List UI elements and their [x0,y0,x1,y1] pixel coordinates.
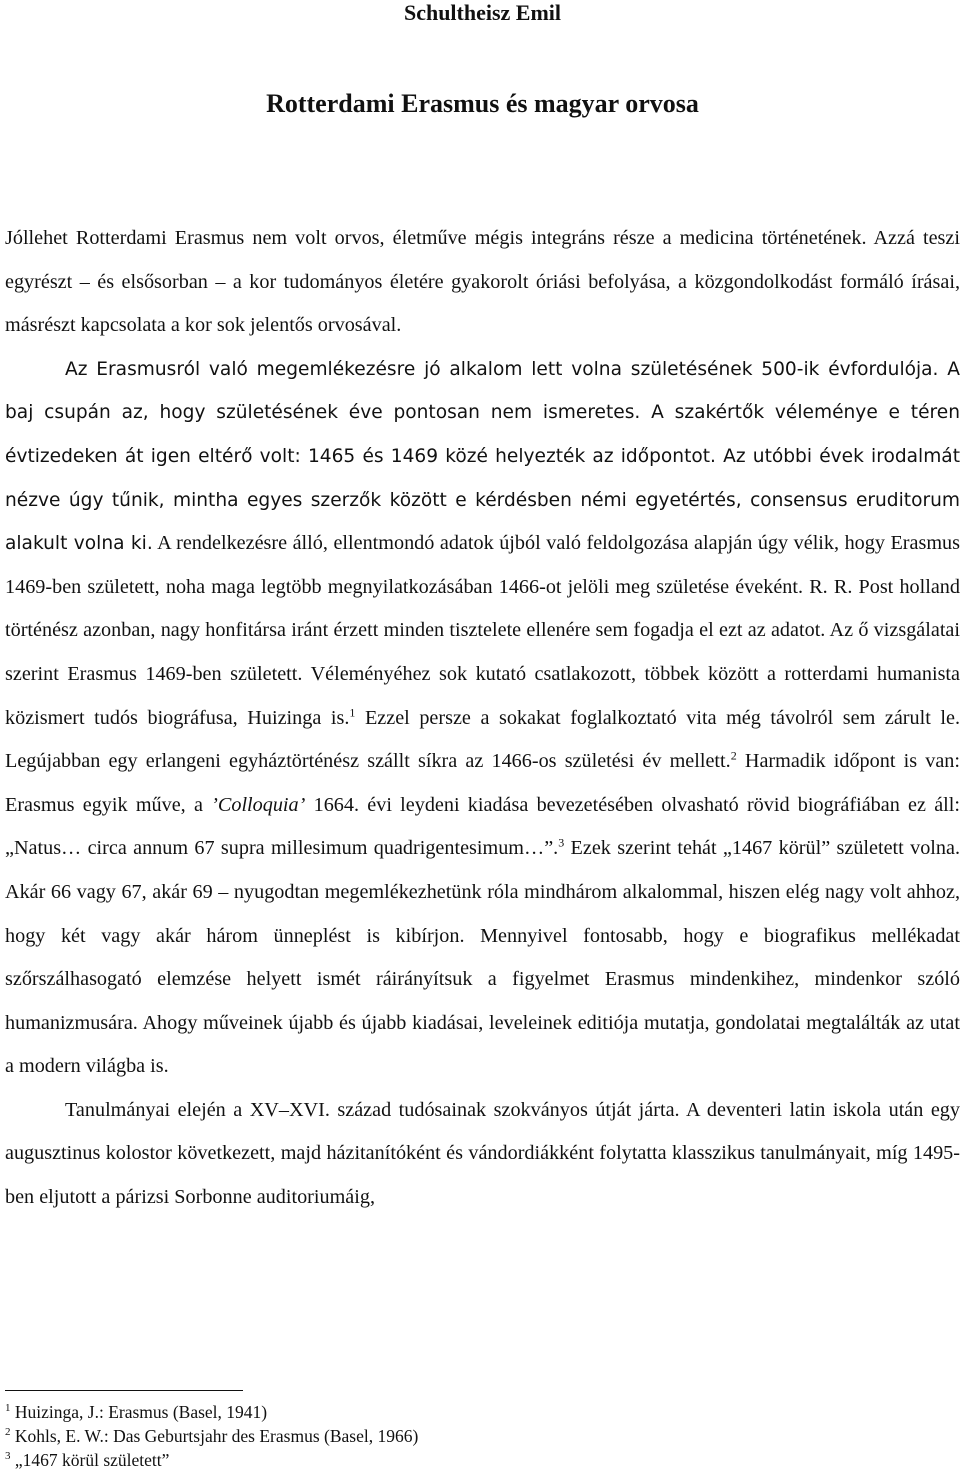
paragraph-studies: Tanulmányai elején a XV–XVI. század tudósainak szokványos útját járta. A deventeri latin iskola után egy augusztinus kolostor következett, majd házitanítóként és vándordiákként folytatta klasszikus tanulmányait, míg 1495-ben eljutott a párizsi Sorbonne auditoriumáig, [5,1098,960,1209]
paragraph-birth-year-text-c: Harmadik időpont is van: Erasmus egyik műve, a [5,750,960,816]
paragraph-birth-year-text-b: Ezzel persze a sokakat foglalkoztató vita még távolról sem zárult le. Legújabban egy erlangeni egyháztörténész szállt síkra az 1466-os születési év mellett. [5,706,960,773]
paragraph-intro: Jóllehet Rotterdami Erasmus nem volt orvos, életműve mégis integráns része a medicina történetének. Azzá teszi egyrészt – és elsősorban – a kor tudományos életére gyakorolt óriási befolyása, a közgondolkodást formáló írásai, másrészt kapcsolata a kor sok jelentős orvosával. [5,227,960,337]
colloquia-title: ’Colloquia’ [211,793,306,816]
footnote-ref-2[interactable]: 2 [730,748,737,763]
footnote-mark: 3 [5,1450,11,1463]
footnote-text: Huizinga, J.: Erasmus (Basel, 1941) [10,1402,268,1422]
paragraph-birth-year-text-a: A rendelkezésre álló, ellentmondó adatok újból való feldolgozása alapján úgy vélik, hogy Erasmus 1469-ben született, noha maga legtöbb megnyilatkozásában 1466-ot jelöli meg születése éveként. R. R. Post holland történész azonban, nagy honfitársa iránt érzett minden tisztelete ellenére sem fogadja el ezt az adatot. Az ő vizsgálatai szerint Erasmus 1469-ben született. Véleményéhez sok kutató csatlakozott, többek között a rotterdami humanista közismert tudós biográfusa, Huizinga is. [5,532,960,729]
footnote-ref-3[interactable]: 3 [558,835,565,850]
paragraph-birth-year-text-d: 1664. évi leydeni kiadása bevezetésében olvasható rövid biográfiában ez áll: „Natus… circa annum 67 supra millesimum quadrigentesimum…”. [5,793,960,860]
paragraph-birth-year-sans-text: Az Erasmusról való megemlékezésre jó alkalom lett volna születésének 500-ik évfordulója. A baj csupán az, hogy születésének éve pontosan nem ismeretes. A szakértők véleménye e téren évtizedeken át igen eltérő volt: 1465 és 1469 közé helyezték az időpontot. Az utóbbi évek irodalmát nézve úgy tűnik, mintha egyes szerzők között e kérdésben némi egyetértés, consensus eruditorum alakult volna ki. [5,358,960,555]
footnote-divider [5,1390,243,1391]
paragraph-birth-year-text-e: Ezek szerint tehát „1467 körül” született volna. Akár 66 vagy 67, akár 69 – nyugodtan megemlékezhetünk róla mindhárom alkalommal, hiszen elég nagy volt ahhoz, hogy két vagy akár három ünneplést is kibírjon. Mennyivel fontosabb, hogy e biografikus mellékadat szőrszálhasogató elemzése helyett ismét ráirányítsuk a figyelmet Erasmus mindenkihez, mindenkor szóló humanizmusára. Ahogy műveinek újabb és újabb kiadásai, leveleinek editiója mutatja, gondolatai megtalálták az utat a modern világba is. [5,837,960,1078]
footnote-text: „1467 körül született” [10,1450,170,1470]
footnote-1 [5,1400,905,1424]
footnotes [5,1400,905,1472]
footnote-mark: 2 [5,1426,11,1439]
footnote-ref-1[interactable]: 1 [349,704,356,719]
footnote-mark: 1 [5,1402,11,1415]
author-name: Schultheisz Emil [403,0,562,25]
footnote-3 [5,1448,905,1472]
paragraph-birth-year [5,348,960,1089]
footnote-text: Kohls, E. W.: Das Geburtsjahr des Erasmus (Basel, 1966) [10,1426,419,1446]
footnote-2 [5,1424,905,1448]
article-body [5,217,960,1220]
page-title: Rotterdami Erasmus és magyar orvosa [266,89,699,118]
